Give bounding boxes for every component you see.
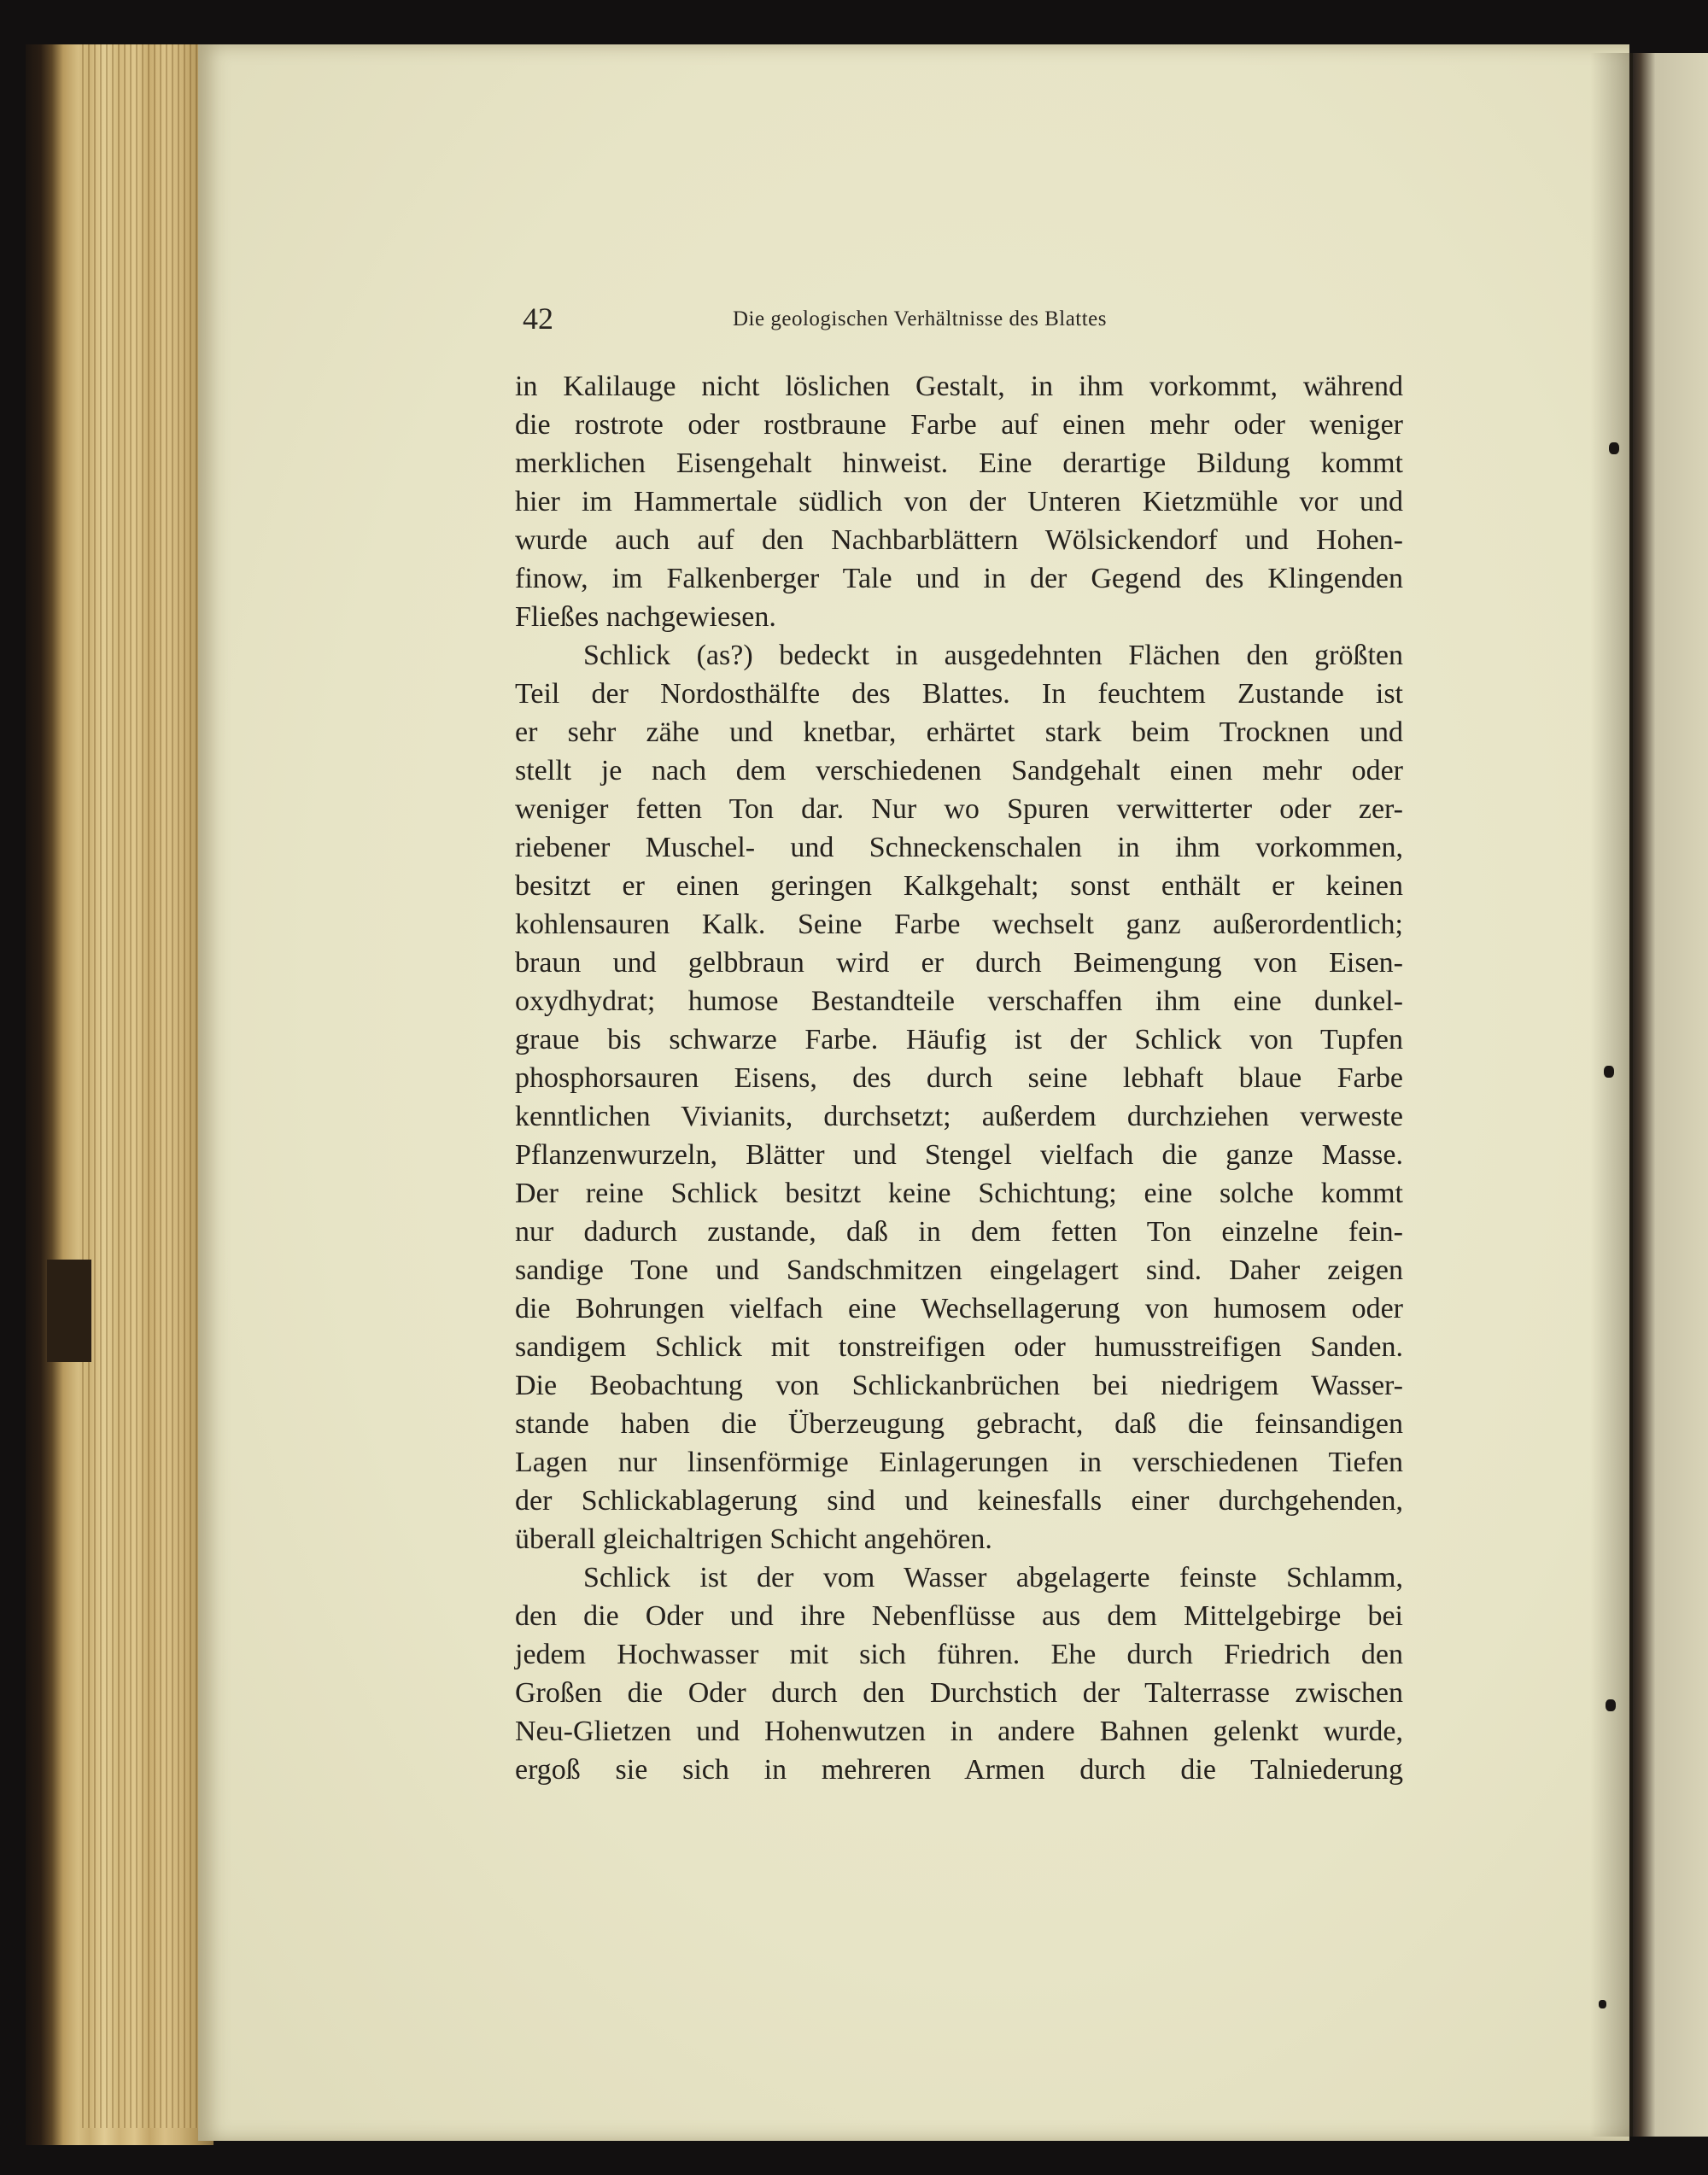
text-line: kohlensauren Kalk. Seine Farbe wechselt ganz außerordentlich;	[515, 909, 1403, 940]
text-line: finow, im Falkenberger Tale und in der Gegend des Klingenden	[515, 563, 1403, 594]
page-number: 42	[523, 301, 553, 336]
text-line: phosphorsauren Eisens, des durch seine lebhaft blaue Farbe	[515, 1062, 1403, 1094]
text-line: braun und gelbbraun wird er durch Beimengung von Eisen-	[515, 947, 1403, 979]
next-page-edge	[1633, 53, 1708, 2137]
text-line: weniger fetten Ton dar. Nur wo Spuren verwitterter oder zer-	[515, 793, 1403, 825]
text-line: Neu-Glietzen und Hohenwutzen in andere Bahnen gelenkt wurde,	[515, 1716, 1403, 1747]
text-line: überall gleichaltrigen Schicht angehören.	[515, 1523, 992, 1555]
ink-speck	[1606, 1699, 1616, 1711]
text-line: graue bis schwarze Farbe. Häufig ist der Schlick von Tupfen	[515, 1024, 1403, 1055]
text-line: die rostrote oder rostbraune Farbe auf einen mehr oder weniger	[515, 409, 1403, 441]
text-line: die Bohrungen vielfach eine Wechsellagerung von humosem oder	[515, 1293, 1403, 1324]
text-line: besitzt er einen geringen Kalkgehalt; sonst enthält er keinen	[515, 870, 1403, 902]
text-line: hier im Hammertale südlich von der Unteren Kietzmühle vor und	[515, 486, 1403, 517]
page-header	[523, 301, 1402, 343]
ink-speck	[1609, 442, 1619, 454]
text-line: merklichen Eisengehalt hinweist. Eine derartige Bildung kommt	[515, 447, 1403, 479]
text-line: Pflanzenwurzeln, Blätter und Stengel vielfach die ganze Masse.	[515, 1139, 1403, 1171]
body-text	[515, 367, 1403, 1789]
text-line: in Kalilauge nicht löslichen Gestalt, in ihm vorkommt, während	[515, 371, 1403, 402]
text-line: riebener Muschel- und Schneckenschalen in ihm vorkommen,	[515, 832, 1403, 863]
text-line: oxydhydrat; humose Bestandteile verschaffen ihm eine dunkel-	[515, 985, 1403, 1017]
text-line: der Schlickablagerung sind und keinesfalls einer durchgehenden,	[515, 1485, 1403, 1517]
text-line: kenntlichen Vivianits, durchsetzt; außerdem durchziehen verweste	[515, 1101, 1403, 1132]
text-line: wurde auch auf den Nachbarblättern Wölsickendorf und Hohen-	[515, 524, 1403, 556]
text-line: Der reine Schlick besitzt keine Schichtung; eine solche kommt	[515, 1178, 1403, 1209]
text-line: Fließes nachgewiesen.	[515, 601, 776, 633]
text-line: ergoß sie sich in mehreren Armen durch die Talniederung	[515, 1754, 1403, 1786]
text-line: den die Oder und ihre Nebenflüsse aus dem Mittelgebirge bei	[515, 1600, 1403, 1632]
ink-speck	[1599, 2000, 1606, 2008]
paragraph-start-line: Schlick (as?) bedeckt in ausgedehnten Flächen den größten	[583, 640, 1403, 671]
text-line: jedem Hochwasser mit sich führen. Ehe durch Friedrich den	[515, 1639, 1403, 1670]
text-line: Teil der Nordosthälfte des Blattes. In feuchtem Zustande ist	[515, 678, 1403, 710]
text-line: Die Beobachtung von Schlickanbrüchen bei niedrigem Wasser-	[515, 1370, 1403, 1401]
text-line: Großen die Oder durch den Durchstich der Talterrasse zwischen	[515, 1677, 1403, 1709]
gutter-shadow	[1590, 53, 1633, 2137]
text-line: nur dadurch zustande, daß in dem fetten Ton einzelne fein-	[515, 1216, 1403, 1248]
text-line: stande haben die Überzeugung gebracht, daß die feinsandigen	[515, 1408, 1403, 1440]
ink-speck	[1604, 1066, 1614, 1078]
page-stack-edges	[82, 44, 210, 2128]
text-line: sandigem Schlick mit tonstreifigen oder humusstreifigen Sanden.	[515, 1331, 1403, 1363]
text-line: er sehr zähe und knetbar, erhärtet stark beim Trocknen und	[515, 716, 1403, 748]
text-line: sandige Tone und Sandschmitzen eingelagert sind. Daher zeigen	[515, 1254, 1403, 1286]
paragraph-start-line: Schlick ist der vom Wasser abgelagerte feinste Schlamm,	[583, 1562, 1403, 1593]
text-line: stellt je nach dem verschiedenen Sandgehalt einen mehr oder	[515, 755, 1403, 786]
running-head: Die geologischen Verhältnisse des Blattes	[733, 307, 1108, 330]
text-line: Lagen nur linsenförmige Einlagerungen in verschiedenen Tiefen	[515, 1447, 1403, 1478]
page-tab-mark	[47, 1260, 91, 1362]
